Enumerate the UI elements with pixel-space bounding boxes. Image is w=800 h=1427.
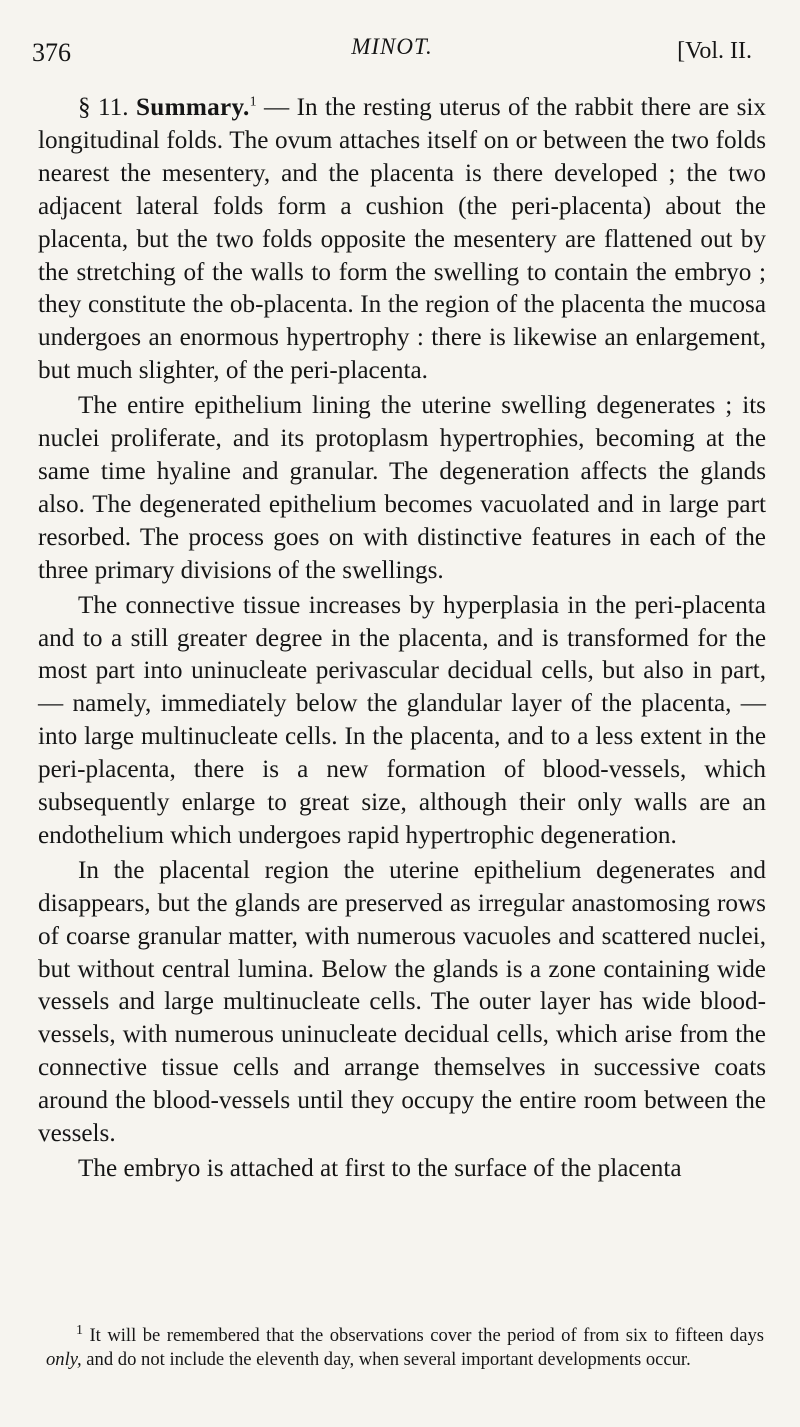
paragraph-1-text: — In the resting uterus of the rabbit there are six longitudinal folds. The ovum attaches itself on or between the two folds nearest the mesentery, and the placenta is there developed ; the two adjacent lateral folds form a cushion (the peri-placenta) about the placenta, but the two folds opposite the mesentery are flattened out by the stretching of the walls to form the swelling to contain the embryo ; they constitute the ob-placenta. In the region of the placenta the mucosa undergoes an enormous hypertrophy : there is likewise an enlargement, but much slighter, of the peri-placenta. bbox=[38, 94, 767, 385]
footnote-marker: 1 bbox=[76, 1322, 83, 1338]
main-text bbox=[38, 92, 766, 1186]
section-number: § 11. bbox=[78, 94, 129, 121]
paragraph-3: The connective tissue increases by hyperplasia in the peri-placenta and to a still greater degree in the placenta, and is transformed for the most part into uninucleate perivascular decidual cells, but also in part, — namely, immediately below the glandular layer of the placenta, — into large multinucleate cells. In the placenta, and to a less extent in the peri-placenta, there is a new formation of blood-vessels, which subsequently enlarge to great size, although their only walls are an endothelium which undergoes rapid hypertrophic degeneration. bbox=[38, 591, 766, 849]
paragraph-2: The entire epithelium lining the uterine swelling degenerates ; its nuclei proliferate, and its protoplasm hypertrophies, becoming at the same time hyaline and granular. The degeneration affects the glands also. The degenerated epithelium becomes vacuolated and in large part resorbed. The process goes on with distinctive features in each of the three primary divisions of the swellings. bbox=[38, 392, 766, 584]
running-header bbox=[32, 34, 752, 74]
footnote bbox=[46, 1324, 764, 1372]
running-title: MINOT. bbox=[351, 34, 433, 59]
footnote-reference[interactable]: 1 bbox=[249, 94, 257, 110]
volume-label: [Vol. II. bbox=[677, 38, 752, 64]
footnote-text-after: and do not include the eleventh day, when several important developments occur. bbox=[86, 1349, 691, 1370]
paragraph-5: The embryo is attached at first to the surface of the placenta bbox=[78, 1155, 682, 1182]
page-number: 376 bbox=[32, 38, 71, 67]
section-title: Summary. bbox=[135, 94, 250, 121]
paragraph-4: In the placental region the uterine epithelium degenerates and disappears, but the glands are preserved as irregular anastomosing rows of coarse granular matter, with numerous vacuoles and scattered nuclei, but without central lumina. Below the glands is a zone containing wide vessels and large multinucleate cells. The outer layer has wide blood-vessels, with numerous uninucleate decidual cells, which arise from the connective tissue cells and arrange themselves in successive coats around the blood-vessels until they occupy the entire room between the vessels. bbox=[38, 856, 766, 1148]
footnote-emphasis: only, bbox=[46, 1349, 82, 1370]
footnote-text-before: It will be remembered that the observations cover the period of from six to fifteen days bbox=[89, 1325, 764, 1346]
paragraph-1 bbox=[38, 92, 766, 388]
